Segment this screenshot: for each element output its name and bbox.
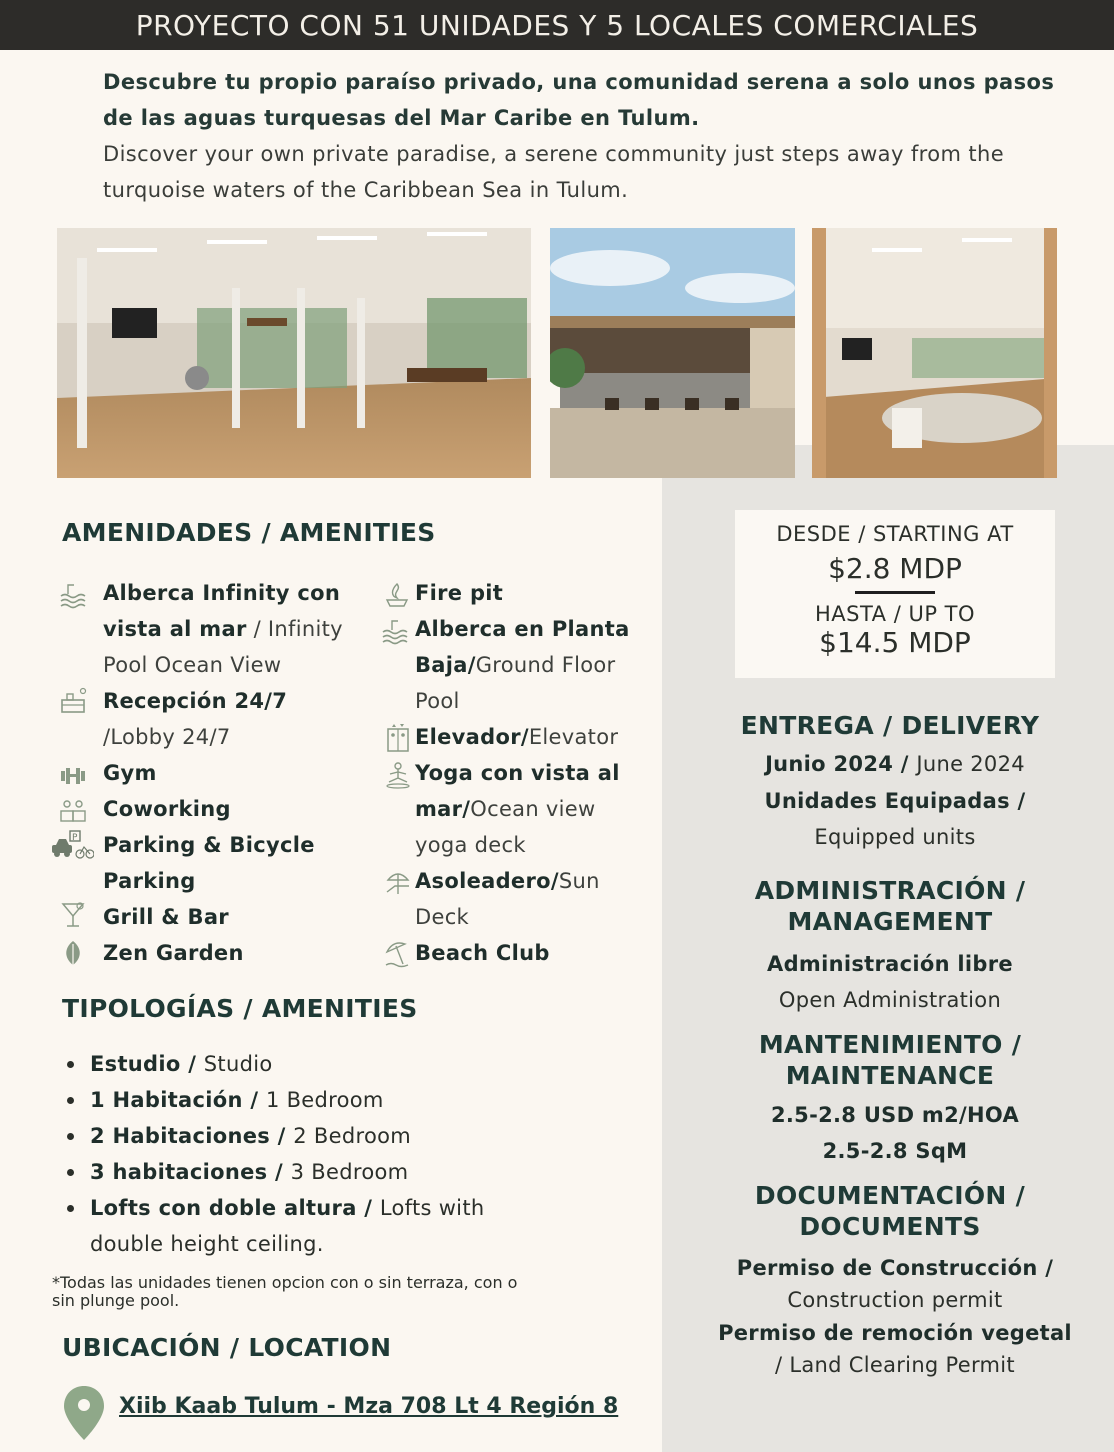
header-title: PROYECTO CON 51 UNIDADES Y 5 LOCALES COMERCIALES [135,8,979,42]
intro-english: Discover your own private paradise, a serene community just steps away from the turquoise waters of the Caribbean Sea in Tulum. [103,142,1005,202]
cocktail-icon [58,900,88,930]
pool-ground-icon [380,616,410,646]
list-item: 3 habitaciones / 3 Bedroom [62,1154,582,1190]
documents-heading: DOCUMENTACIÓN / DOCUMENTS [754,1181,1026,1241]
gym-photo [57,228,531,478]
location-heading: UBICACIÓN / LOCATION [62,1333,392,1362]
price-from-label: DESDE / STARTING AT [776,522,1014,546]
management-text: Administración libre Open Administration [767,952,1013,1012]
typologies-note: *Todas las unidades tienen opcion con o sin terraza, con o sin plunge pool. [52,1273,518,1310]
dumbbell-icon [58,760,88,790]
beach-umbrella-icon [383,938,413,968]
delivery-date: Junio 2024 / June 2024 [765,752,1025,776]
amenity-parking: Parking & Bicycle Parking [103,833,315,893]
reception-icon [58,686,88,716]
delivery-heading: ENTREGA / DELIVERY [740,711,1040,740]
intro-text [103,64,1063,208]
amenity-ground-pool: Alberca en Planta Baja/Ground Floor Pool [415,617,630,713]
lounge-photo [812,228,1057,478]
amenity-grill-bar: Grill & Bar [103,905,229,929]
amenity-gym: Gym [103,761,157,785]
list-item: Lofts con doble altura / Lofts with double height ceiling. [62,1190,532,1262]
leaf-icon [58,938,88,968]
maintenance-heading: MANTENIMIENTO / MAINTENANCE [758,1030,1022,1090]
management-heading: ADMINISTRACIÓN / MANAGEMENT [754,876,1026,936]
amenity-reception: Recepción 24/7 /Lobby 24/7 [103,689,288,749]
location-address-link[interactable]: Xiib Kaab Tulum - Mza 708 Lt 4 Región 8 [119,1394,619,1419]
amenity-elevator: Elevador/Elevator [415,725,619,749]
documents-land-clearing-permit: Permiso de remoción vegetal / Land Clearing Permit [718,1321,1072,1377]
amenity-infinity-pool: Alberca Infinity con vista al mar / Infinity Pool Ocean View [103,581,343,677]
location-pin-icon [62,1384,106,1442]
maintenance-text: 2.5-2.8 USD m2/HOA 2.5-2.8 SqM [770,1103,1020,1163]
typologies-list [62,1046,582,1262]
coworking-icon [58,796,88,826]
price-to-value: $14.5 MDP [819,626,971,659]
list-item: 1 Habitación / 1 Bedroom [62,1082,582,1118]
amenities-heading: AMENIDADES / AMENITIES [62,518,436,547]
pool-icon [58,580,88,610]
amenity-fire-pit: Fire pit [415,581,504,605]
price-from-value: $2.8 MDP [828,552,962,585]
list-item: Estudio / Studio [62,1046,582,1082]
amenity-zen-garden: Zen Garden [103,941,244,965]
price-to-label: HASTA / UP TO [814,602,976,626]
list-item: 2 Habitaciones / 2 Bedroom [62,1118,582,1154]
documents-construction-permit: Permiso de Construcción / Construction permit [736,1256,1054,1312]
elevator-icon [383,723,413,753]
bar-photo [550,228,795,478]
parking-icon [50,830,94,860]
yoga-icon [383,760,413,790]
price-divider [855,591,935,594]
amenity-sun-deck: Asoleadero/Sun Deck [415,869,600,929]
amenity-yoga: Yoga con vista al mar/Ocean view yoga deck [415,761,620,857]
header-banner [0,0,1114,50]
sun-lounger-icon [383,868,413,898]
fire-pit-icon [382,580,412,610]
svg-text:P: P [72,833,78,843]
typologies-heading: TIPOLOGÍAS / AMENITIES [62,994,418,1023]
price-box [735,510,1055,678]
delivery-equipped: Unidades Equipadas / Equipped units [764,789,1026,849]
intro-spanish: Descubre tu propio paraíso privado, una comunidad serena a solo unos pasos de las aguas turquesas del Mar Caribe en Tulum. [103,70,1055,130]
amenity-beach-club: Beach Club [415,941,550,965]
amenity-coworking: Coworking [103,797,231,821]
